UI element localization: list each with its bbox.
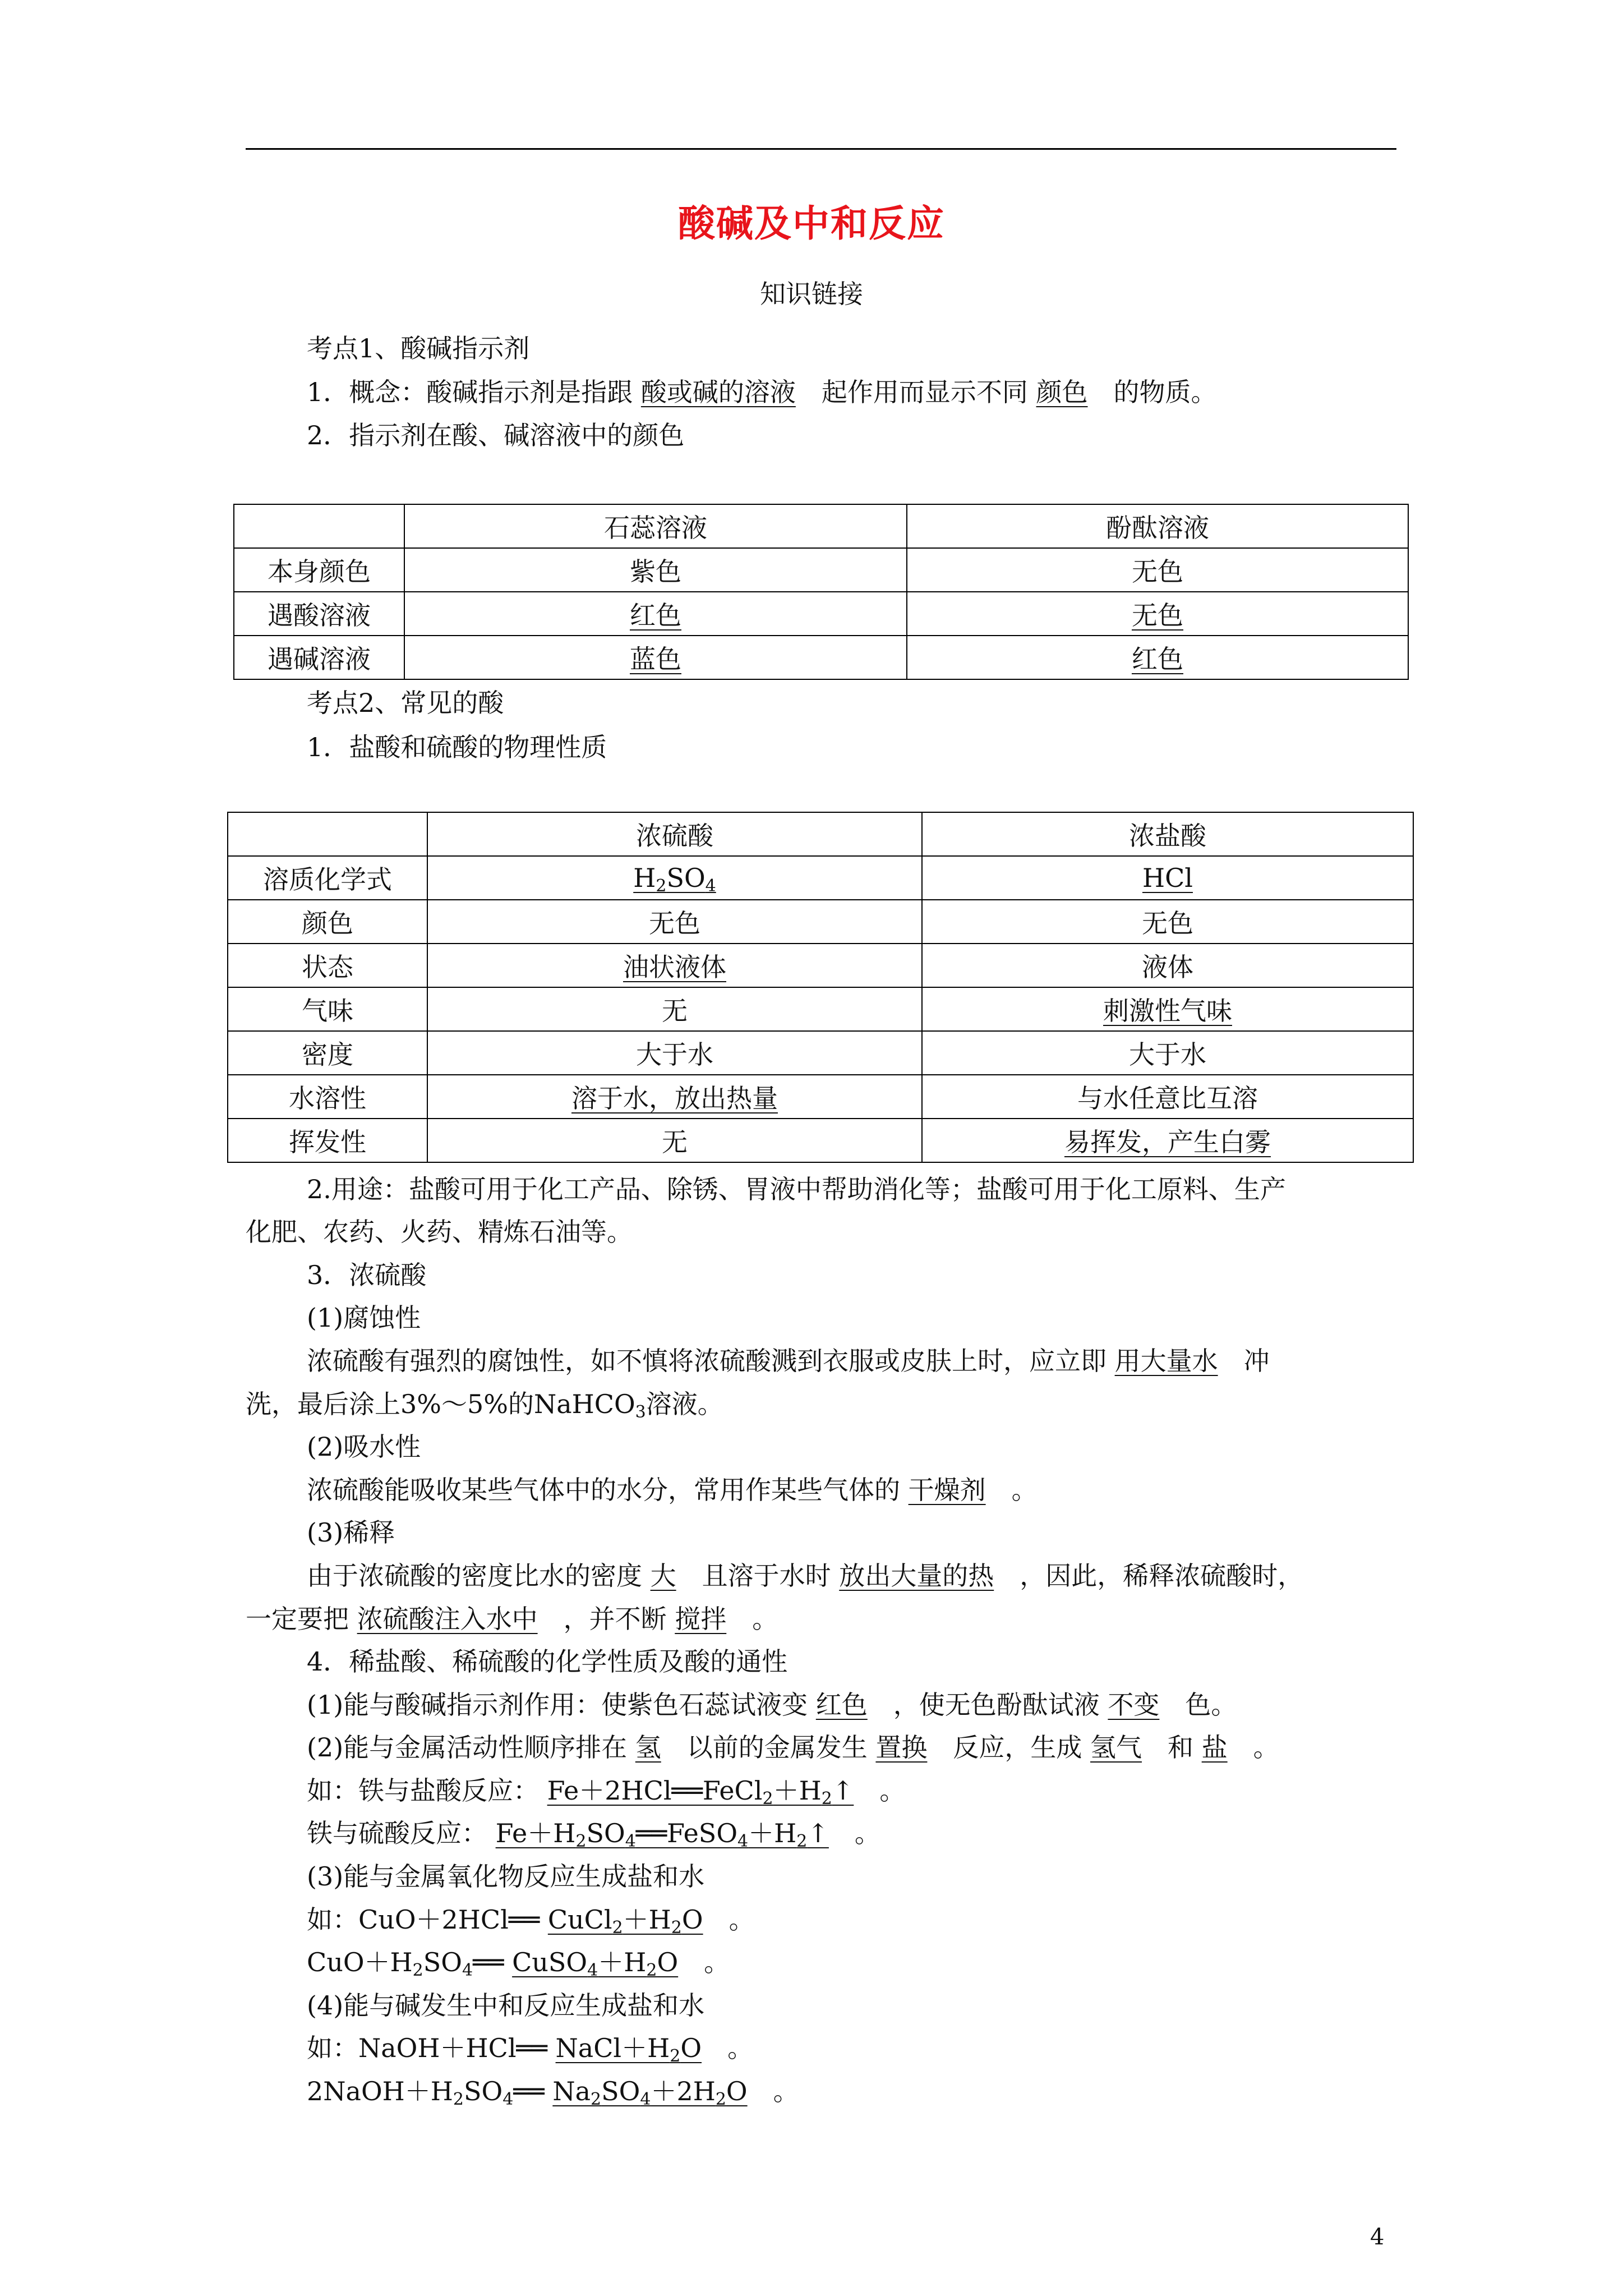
formula-part: ＋H — [748, 1818, 797, 1848]
row-label: 气味 — [228, 987, 427, 1031]
text: 冲 — [1243, 1346, 1270, 1376]
iron-h2so4-line — [307, 1816, 880, 1850]
formula-part: ══ — [473, 1947, 504, 1977]
table-row — [228, 1075, 1413, 1119]
text: 起作用而显示不同 — [821, 377, 1028, 407]
subscript: 2 — [670, 2046, 681, 2066]
text: 。 — [728, 1904, 755, 1935]
dilute-heading: (3)稀释 — [307, 1517, 395, 1548]
blank-answer: 用大量水 — [1114, 1346, 1218, 1376]
header-rule — [246, 148, 1396, 150]
blank-answer: 酸或碱的溶液 — [640, 377, 796, 407]
equation-answer — [547, 1775, 854, 1809]
row-label: 本身颜色 — [234, 548, 404, 592]
text: 反应，生成 — [953, 1732, 1082, 1763]
row-label: 颜色 — [228, 900, 427, 944]
text: 。 — [773, 2076, 799, 2106]
metal-reaction-line — [307, 1731, 1279, 1764]
table-cell: 与水任意比互溶 — [922, 1075, 1413, 1119]
subscript: 2 — [821, 1789, 832, 1809]
blank-answer: 蓝色 — [630, 644, 681, 674]
subscript: 2 — [591, 2090, 602, 2109]
subscript: 2 — [656, 876, 667, 896]
formula-part: O — [726, 2076, 748, 2106]
acid-properties-table — [227, 812, 1414, 1163]
formula-part: CuSO — [512, 1947, 588, 1977]
formula-part: ＋H — [598, 1947, 647, 1977]
text: 洗，最后涂上3%～5%的NaHCO — [246, 1389, 635, 1419]
subscript: 4 — [640, 2090, 651, 2109]
subscript: 4 — [737, 1832, 749, 1851]
absorb-heading: (2)吸水性 — [307, 1432, 421, 1462]
formula-part: CuCl — [547, 1904, 612, 1935]
table-row — [228, 856, 1413, 900]
table-row — [234, 548, 1408, 592]
indicator-table — [233, 504, 1409, 680]
equation-answer — [552, 2076, 748, 2109]
row-label: 状态 — [228, 944, 427, 987]
equation-answer — [555, 2033, 702, 2066]
text: 以前的金属发生 — [686, 1732, 868, 1763]
subscript: 2 — [453, 2090, 464, 2109]
formula-part: SO — [463, 2076, 503, 2106]
blank-answer: 油状液体 — [623, 952, 726, 982]
table-row — [228, 1031, 1413, 1075]
blank-answer: 浓硫酸注入水中 — [357, 1604, 538, 1634]
cuo-hcl-line — [307, 1903, 755, 1936]
formula-part: CuO＋H — [307, 1947, 413, 1977]
table-header: 浓盐酸 — [922, 812, 1413, 856]
text: 浓硫酸能吸收某些气体中的水分，常用作某些气体的 — [307, 1475, 900, 1505]
table-row — [234, 504, 1408, 548]
absorb-line — [307, 1473, 1038, 1507]
formula-part: ↑ — [807, 1818, 829, 1848]
text: ，使无色酚酞试液 — [893, 1690, 1100, 1720]
table-row — [234, 592, 1408, 636]
text: 。 — [879, 1775, 906, 1806]
blank-answer: 不变 — [1108, 1690, 1160, 1720]
text: 1．概念：酸碱指示剂是指跟 — [307, 377, 633, 407]
blank-answer: 大 — [650, 1561, 676, 1591]
subscript: 2 — [412, 1961, 423, 1980]
formula-part: SO — [586, 1818, 625, 1848]
subscript: 2 — [646, 1961, 657, 1980]
text: 的物质。 — [1113, 377, 1217, 407]
table-cell — [404, 636, 907, 679]
blank-answer — [633, 863, 716, 896]
table-cell: 无色 — [922, 900, 1413, 944]
table-cell: 大于水 — [922, 1031, 1413, 1075]
indicator-reaction-line — [307, 1688, 1237, 1722]
concept-line — [307, 375, 1217, 409]
formula-part: SO — [666, 863, 706, 893]
formula-part: SO — [423, 1947, 462, 1977]
blank-answer: 置换 — [875, 1732, 928, 1763]
table-cell: 无 — [427, 987, 922, 1031]
text: 。 — [752, 1604, 778, 1634]
row-label: 水溶性 — [228, 1075, 427, 1119]
page-number: 4 — [1370, 2224, 1385, 2250]
subscript: 3 — [635, 1402, 646, 1422]
subscript: 2 — [671, 1918, 682, 1938]
text: 一定要把 — [246, 1604, 349, 1634]
subscript: 2 — [762, 1789, 773, 1809]
formula-part: SO — [601, 2076, 640, 2106]
text: ，并不断 — [563, 1604, 667, 1634]
subscript: 2 — [575, 1832, 587, 1851]
text: (1)能与酸碱指示剂作用：使紫色石蕊试液变 — [307, 1690, 808, 1720]
text: 铁与硫酸反应： — [307, 1818, 487, 1848]
physical-properties-line: 1．盐酸和硫酸的物理性质 — [307, 732, 607, 762]
formula-part: Na — [552, 2076, 591, 2106]
formula-part: ↑ — [832, 1775, 854, 1806]
row-label: 遇碱溶液 — [234, 636, 404, 679]
formula-part: 2NaOH＋H — [307, 2076, 453, 2106]
blank-answer: 氢 — [635, 1732, 661, 1763]
table-row — [228, 944, 1413, 987]
text: 。 — [704, 1947, 730, 1977]
table-cell — [228, 812, 427, 856]
table-cell: 无 — [427, 1119, 922, 1162]
subscript: 2 — [715, 2090, 726, 2109]
table-row — [228, 812, 1413, 856]
dilute-line-2 — [246, 1602, 778, 1636]
formula-part: ══ — [513, 2076, 545, 2106]
table-cell — [922, 987, 1413, 1031]
table-cell: 无色 — [427, 900, 922, 944]
formula-part: ＋H — [773, 1775, 822, 1806]
table-row — [228, 900, 1413, 944]
blank-answer: HCl — [1142, 863, 1193, 893]
text: 如：CuO＋2HCl══ — [307, 1904, 540, 1935]
iron-hcl-line — [307, 1774, 905, 1807]
table-cell — [907, 636, 1408, 679]
blank-answer: 红色 — [815, 1690, 868, 1720]
formula-part: Fe＋H — [495, 1818, 576, 1848]
topic1-heading: 考点1、酸碱指示剂 — [307, 333, 530, 364]
blank-answer: 刺激性气味 — [1103, 996, 1232, 1026]
blank-answer: 红色 — [630, 600, 681, 631]
table-header: 石蕊溶液 — [404, 504, 907, 548]
corrosive-line-2 — [246, 1387, 723, 1421]
text: 。 — [1011, 1475, 1038, 1505]
text: 如：NaOH＋HCl══ — [307, 2033, 547, 2063]
table-row — [228, 1119, 1413, 1162]
text: (2)能与金属活动性顺序排在 — [307, 1732, 628, 1763]
uses-line-1: 2.用途：盐酸可用于化工产品、除锈、胃液中帮助消化等；盐酸可用于化工原料、生产 — [307, 1174, 1286, 1204]
equation-answer — [495, 1818, 829, 1851]
blank-answer: 氢气 — [1090, 1732, 1142, 1763]
blank-answer: 放出大量的热 — [839, 1561, 994, 1591]
indicator-line: 2．指示剂在酸、碱溶液中的颜色 — [307, 420, 685, 450]
text: 溶液。 — [645, 1389, 723, 1419]
blank-answer: 搅拌 — [675, 1604, 727, 1634]
table-cell — [922, 856, 1413, 900]
formula-part: ══FeSO — [635, 1818, 738, 1848]
table-cell — [907, 592, 1408, 636]
table-cell: 紫色 — [404, 548, 907, 592]
subscript: 4 — [587, 1961, 598, 1980]
table-cell: 无色 — [907, 548, 1408, 592]
metal-oxide-heading: (3)能与金属氧化物反应生成盐和水 — [307, 1861, 705, 1892]
table-cell — [427, 856, 922, 900]
text: 如：铁与盐酸反应： — [307, 1775, 539, 1806]
text: 。 — [854, 1818, 880, 1848]
formula-part: H — [633, 863, 656, 893]
text: 。 — [727, 2033, 754, 2063]
row-label: 遇酸溶液 — [234, 592, 404, 636]
neutralization-heading: (4)能与碱发生中和反应生成盐和水 — [307, 1990, 705, 2021]
naoh-h2so4-line — [307, 2074, 799, 2108]
formula-part: Fe＋2HCl══FeCl — [547, 1775, 763, 1806]
corrosive-heading: (1)腐蚀性 — [307, 1303, 421, 1333]
subscript: 4 — [502, 2090, 514, 2109]
formula-part: ＋2H — [651, 2076, 716, 2106]
table-header: 浓硫酸 — [427, 812, 922, 856]
blank-answer: 颜色 — [1036, 377, 1088, 407]
subscript: 4 — [625, 1832, 636, 1851]
text: 浓硫酸有强烈的腐蚀性，如不慎将浓硫酸溅到衣服或皮肤上时，应立即 — [307, 1346, 1106, 1376]
blank-answer: 干燥剂 — [908, 1475, 986, 1505]
subscript: 4 — [462, 1961, 473, 1980]
blank-answer: 无色 — [1132, 600, 1183, 631]
table-row — [234, 636, 1408, 679]
corrosive-line-1 — [307, 1344, 1270, 1378]
table-cell: 液体 — [922, 944, 1413, 987]
text: 和 — [1168, 1732, 1194, 1763]
cuo-h2so4-line — [307, 1945, 730, 1979]
page-title: 酸碱及中和反应 — [678, 201, 945, 245]
table-row — [228, 987, 1413, 1031]
conc-sulfuric-heading: 3．浓硫酸 — [307, 1260, 427, 1290]
chemical-properties-heading: 4．稀盐酸、稀硫酸的化学性质及酸的通性 — [307, 1646, 788, 1677]
naoh-hcl-line — [307, 2031, 753, 2065]
blank-answer: 盐 — [1201, 1732, 1228, 1763]
blank-answer: 溶于水，放出热量 — [571, 1083, 778, 1114]
blank-answer: 易挥发，产生白雾 — [1064, 1127, 1271, 1157]
topic2-heading: 考点2、常见的酸 — [307, 688, 504, 718]
text: 色。 — [1185, 1690, 1237, 1720]
table-header: 酚酞溶液 — [907, 504, 1408, 548]
subscript: 2 — [796, 1832, 808, 1851]
table-cell — [234, 504, 404, 548]
table-cell — [427, 944, 922, 987]
row-label: 溶质化学式 — [228, 856, 427, 900]
row-label: 密度 — [228, 1031, 427, 1075]
equation-answer — [512, 1947, 679, 1980]
uses-line-2: 化肥、农药、火药、精炼石油等。 — [246, 1217, 633, 1247]
text: ，因此，稀释浓硫酸时， — [1020, 1561, 1304, 1591]
table-cell: 大于水 — [427, 1031, 922, 1075]
formula-part: O — [657, 1947, 679, 1977]
formula-part: ＋H — [623, 1904, 671, 1935]
text: 。 — [1253, 1732, 1279, 1763]
blank-answer: 红色 — [1132, 644, 1183, 674]
subscript: 2 — [612, 1918, 623, 1938]
formula-part: O — [680, 2033, 702, 2063]
table-cell — [404, 592, 907, 636]
section-subtitle: 知识链接 — [760, 279, 863, 309]
subscript: 4 — [705, 876, 716, 896]
formula-part: NaCl＋H — [555, 2033, 670, 2063]
text: 且溶于水时 — [702, 1561, 831, 1591]
formula-part: O — [681, 1904, 703, 1935]
table-cell — [922, 1119, 1413, 1162]
table-cell — [427, 1075, 922, 1119]
row-label: 挥发性 — [228, 1119, 427, 1162]
dilute-line-1 — [307, 1559, 1303, 1593]
equation-answer — [547, 1904, 703, 1938]
text: 由于浓硫酸的密度比水的密度 — [307, 1561, 642, 1591]
